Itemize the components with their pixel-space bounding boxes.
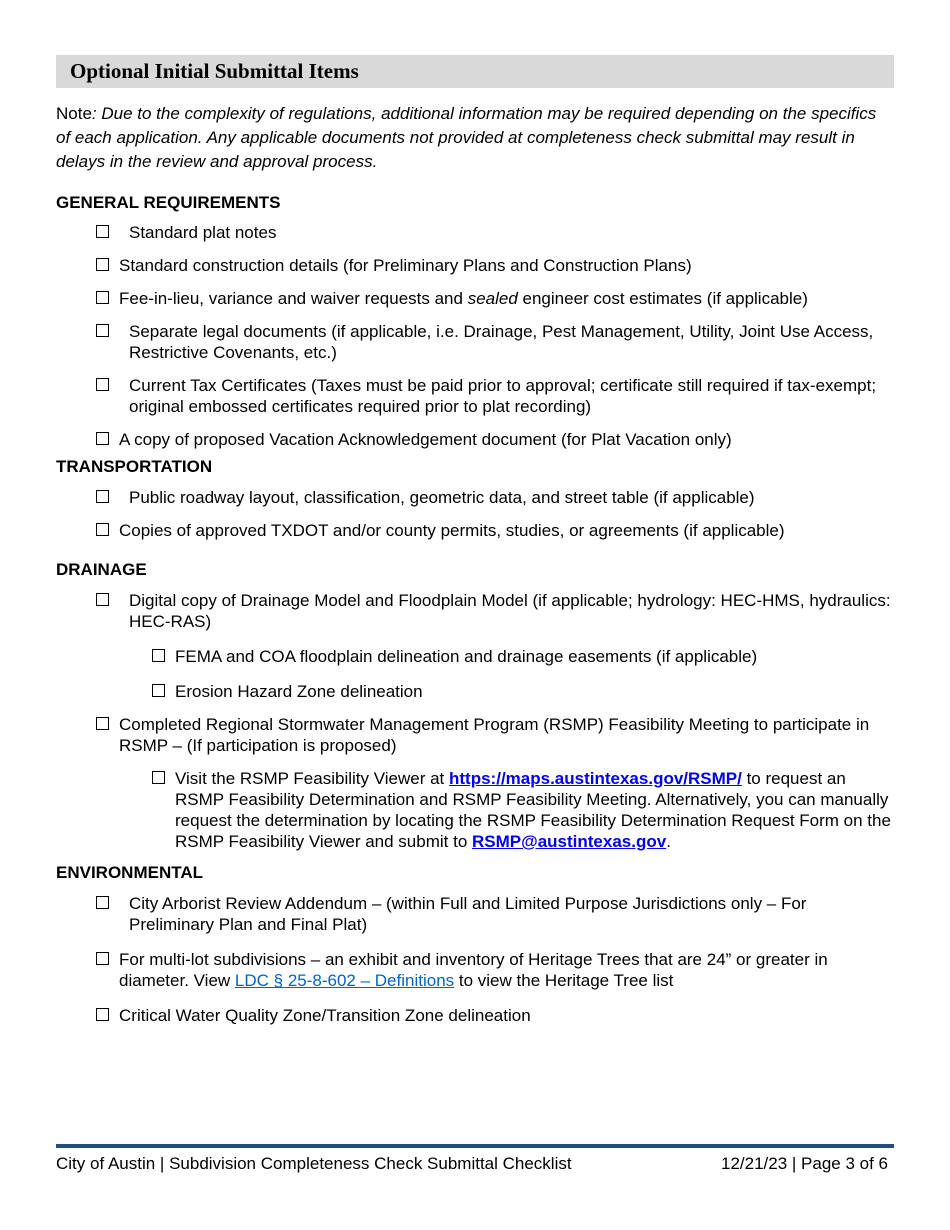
- page-footer: [56, 1153, 894, 1175]
- checklist-item-construction-details: [96, 255, 894, 276]
- item-label-part: to view the Heritage Tree list: [454, 971, 674, 990]
- checklist-subitem-rsmp-viewer: [152, 768, 894, 852]
- item-label: Current Tax Certificates (Taxes must be paid prior to approval; certificate still required if tax-exempt; original embossed certificates required prior to plat recording): [129, 376, 877, 416]
- checkbox[interactable]: [96, 490, 109, 503]
- checkbox[interactable]: [96, 291, 109, 304]
- item-label: Completed Regional Stormwater Management Program (RSMP) Feasibility Meeting to participate in RSMP – (If participation is proposed): [119, 715, 870, 755]
- checkbox[interactable]: [96, 432, 109, 445]
- checklist-item-heritage-trees: [96, 949, 894, 991]
- checklist-item-standard-plat-notes: [96, 222, 894, 243]
- item-label: Digital copy of Drainage Model and Floodplain Model (if applicable; hydrology: HEC-HMS, hydraulics: HEC-RAS): [129, 591, 891, 631]
- footer-date-page: 12/21/23 | Page 3 of 6: [721, 1154, 888, 1173]
- item-label: Separate legal documents (if applicable, i.e. Drainage, Pest Management, Utility, Joint Use Access, Restrictive Covenants, etc.): [129, 322, 874, 362]
- heading-environmental: ENVIRONMENTAL: [56, 863, 204, 882]
- ldc-definitions-link[interactable]: LDC § 25-8-602 – Definitions: [234, 971, 455, 990]
- checkbox[interactable]: [96, 378, 109, 391]
- note-colon: :: [91, 104, 102, 123]
- item-label: Standard plat notes: [129, 223, 277, 242]
- item-label-part: engineer cost estimates (if applicable): [517, 289, 808, 308]
- checkbox[interactable]: [96, 717, 109, 730]
- item-label-emphasis: sealed: [467, 289, 518, 308]
- checkbox[interactable]: [96, 896, 109, 909]
- checklist-subitem-fema-floodplain: [152, 646, 894, 667]
- note-label: Note: [56, 104, 92, 123]
- checklist-item-tax-certificates: [96, 375, 894, 417]
- item-label: FEMA and COA floodplain delineation and drainage easements (if applicable): [175, 647, 758, 666]
- item-label-part: .: [666, 832, 671, 851]
- checklist-item-water-quality-zone: [96, 1005, 894, 1026]
- item-label: [175, 768, 894, 852]
- checklist-item-rsmp-meeting: [96, 714, 894, 756]
- checkbox[interactable]: [96, 258, 109, 271]
- checklist-page: [56, 55, 894, 1026]
- item-label: [119, 288, 894, 309]
- item-label: Standard construction details (for Preliminary Plans and Construction Plans): [119, 256, 692, 275]
- checkbox[interactable]: [152, 649, 165, 662]
- item-label-part: Fee-in-lieu, variance and waiver requests and: [119, 289, 468, 308]
- footer-divider: [56, 1144, 894, 1148]
- checklist-item-legal-documents: [96, 321, 894, 363]
- section-title-bar: [56, 55, 894, 88]
- note-paragraph: [56, 102, 894, 174]
- rsmp-email-link[interactable]: RSMP@austintexas.gov: [472, 832, 667, 851]
- checklist-item-arborist-review: [96, 893, 894, 935]
- checkbox[interactable]: [96, 324, 109, 337]
- item-label: A copy of proposed Vacation Acknowledgement document (for Plat Vacation only): [119, 430, 732, 449]
- item-label-part: For multi-lot subdivisions – an exhibit and inventory of Heritage Trees that are 24” or greater in diameter. View: [119, 950, 828, 990]
- checkbox[interactable]: [96, 523, 109, 536]
- heading-transportation: TRANSPORTATION: [56, 457, 213, 476]
- checkbox[interactable]: [96, 593, 109, 606]
- checklist-item-vacation-acknowledgement: [96, 429, 894, 450]
- heading-general-requirements: GENERAL REQUIREMENTS: [56, 193, 281, 212]
- checkbox[interactable]: [152, 684, 165, 697]
- item-label-part: to request an RSMP Feasibility Determination and RSMP Feasibility Meeting. Alternatively, you can manually request the determination by locating the RSMP Feasibility Determination Request Form on the RSMP Feasibility Viewer and submit to: [175, 769, 891, 851]
- item-label: Public roadway layout, classification, geometric data, and street table (if applicable): [129, 488, 755, 507]
- checkbox[interactable]: [96, 225, 109, 238]
- footer-document-title: City of Austin | Subdivision Completeness Check Submittal Checklist: [56, 1154, 572, 1173]
- item-label: [119, 949, 894, 991]
- item-label: Copies of approved TXDOT and/or county permits, studies, or agreements (if applicable): [119, 521, 785, 540]
- checklist-item-txdot-permits: [96, 520, 894, 541]
- checklist-item-drainage-model: [96, 590, 894, 632]
- item-label: Erosion Hazard Zone delineation: [175, 682, 423, 701]
- item-label: City Arborist Review Addendum – (within Full and Limited Purpose Jurisdictions only – For Preliminary Plan and Final Plat): [129, 894, 807, 934]
- rsmp-viewer-link[interactable]: https://maps.austintexas.gov/RSMP/: [449, 769, 742, 788]
- checklist-item-fee-in-lieu: [96, 288, 894, 309]
- heading-drainage: DRAINAGE: [56, 560, 147, 579]
- item-label: Critical Water Quality Zone/Transition Zone delineation: [119, 1006, 531, 1025]
- checkbox[interactable]: [96, 952, 109, 965]
- note-text: Due to the complexity of regulations, additional information may be required depending on the specifics of each application. Any applicable documents not provided at completeness check submittal may result in delays in the review and approval process.: [56, 104, 877, 171]
- checklist-subitem-erosion-hazard: [152, 681, 894, 702]
- checkbox[interactable]: [96, 1008, 109, 1021]
- checkbox[interactable]: [152, 771, 165, 784]
- checklist-item-roadway-layout: [96, 487, 894, 508]
- item-label-part: Visit the RSMP Feasibility Viewer at: [175, 769, 450, 788]
- page-title: Optional Initial Submittal Items: [70, 59, 359, 83]
